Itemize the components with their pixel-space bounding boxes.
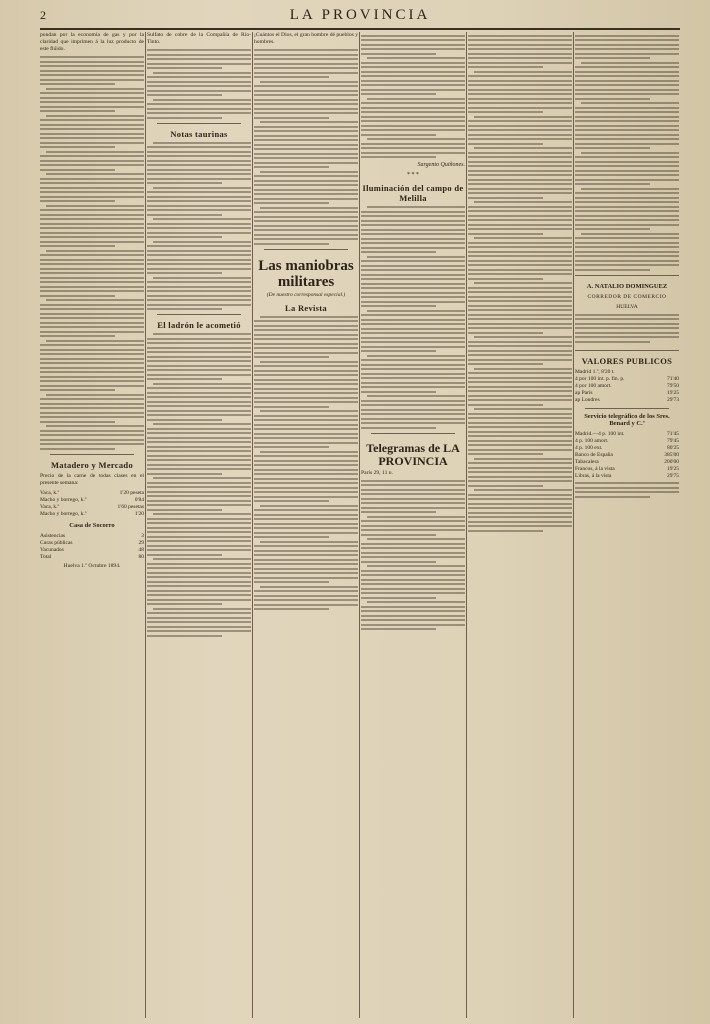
column-4-body-text xyxy=(361,35,465,159)
table-row xyxy=(575,459,679,466)
column-rule xyxy=(145,32,146,1018)
table-row xyxy=(40,540,144,547)
advertisement-body xyxy=(575,314,679,343)
row-label: Asistencias xyxy=(40,532,66,539)
separator xyxy=(585,408,669,409)
row-value: 48 xyxy=(138,546,144,553)
row-value: 385'00 xyxy=(664,451,679,458)
row-value: 19'25 xyxy=(667,389,679,396)
column-4 xyxy=(361,32,465,1018)
advertiser-place: HUELVA xyxy=(616,303,638,310)
row-label: Madrid 1.º, 8'20 t. xyxy=(575,368,615,375)
column-5-body-text xyxy=(468,35,572,532)
row-label: 4 por 100 amort. xyxy=(575,382,612,389)
column-rule xyxy=(573,32,574,1018)
table-row xyxy=(40,554,144,561)
heading-matadero: Matadero y Mercado xyxy=(50,459,134,470)
heading-casa-socorro: Casa de Socorro xyxy=(69,521,115,529)
row-value: 19'25 xyxy=(667,465,679,472)
row-value: 79'45 xyxy=(667,437,679,444)
el-ladron-body xyxy=(147,333,251,637)
table-row xyxy=(575,390,679,397)
table-row xyxy=(40,490,144,497)
column-1 xyxy=(40,32,144,1018)
separator xyxy=(264,249,348,250)
table-row xyxy=(575,466,679,473)
advertiser-title: CORREDOR DE COMERCIO xyxy=(587,293,667,300)
row-label: Tabacalera xyxy=(575,458,599,465)
row-label: Libras, á la vista xyxy=(575,472,612,479)
dateline: Huelva 1.º Octubre 1894. xyxy=(63,562,121,569)
row-value: 80 xyxy=(138,553,144,560)
column-3-body-text xyxy=(254,49,358,245)
table-row xyxy=(575,438,679,445)
row-label: Vaca, k.º xyxy=(40,489,60,496)
heading-maniobras-militares: Las maniobras militares xyxy=(258,257,354,290)
row-value: 1'60 pesetas xyxy=(117,503,144,510)
row-value: 3 xyxy=(141,532,144,539)
table-row xyxy=(40,533,144,540)
row-label: ap París xyxy=(575,389,593,396)
column-3 xyxy=(254,32,358,1018)
subheading-corresponsal: (De nuestro corresponsal especial.) xyxy=(266,291,346,298)
column-6-footer-text xyxy=(575,482,679,498)
column-rule xyxy=(252,32,253,1018)
row-value: 1'20 peseta xyxy=(119,489,144,496)
section-ornament: * * * xyxy=(407,172,419,178)
column-1-lead-paragraph: pondan por la economía de gas y por la claridad que imprimen á la luz producto de este flúido. xyxy=(40,32,144,52)
row-label: Francos, á la vista xyxy=(575,465,615,472)
iluminacion-body xyxy=(361,206,465,429)
table-row xyxy=(575,473,679,480)
column-2-lead-paragraph: Sulfato de cobre de la Compañía de Río-Tinto. xyxy=(147,32,251,45)
row-label: 4 p. 100 amort. xyxy=(575,437,609,444)
row-value: 80'25 xyxy=(667,444,679,451)
advertisement-box xyxy=(575,275,679,351)
notas-taurinas-body xyxy=(147,142,251,311)
column-3-lead-paragraph: ¡Cuántos el Dios, el gran hombre dé pueblos y hombres. xyxy=(254,32,358,45)
row-value: 79'50 xyxy=(667,382,679,389)
servicio-table xyxy=(575,431,679,480)
table-row xyxy=(40,511,144,518)
separator xyxy=(157,314,241,315)
telegramas-body xyxy=(361,480,465,631)
table-row xyxy=(40,497,144,504)
row-label: 4 p. 100 ext. xyxy=(575,444,603,451)
row-value: 0'84 xyxy=(134,496,144,503)
masthead xyxy=(40,6,680,30)
row-value: 200'00 xyxy=(664,458,679,465)
table-row xyxy=(575,369,679,376)
row-label: 4 por 100 int. p. fin. p. xyxy=(575,375,625,382)
row-value: 71'40 xyxy=(667,375,679,382)
heading-servicio-telegrafico: Servicio telegráfico de los Sres. Benard y C.ª xyxy=(584,412,670,427)
column-rule xyxy=(359,32,360,1018)
row-value: 29'75 xyxy=(667,472,679,479)
heading-la-revista: La Revista xyxy=(285,302,327,313)
column-6 xyxy=(575,32,679,1018)
heading-notas-taurinas: Notas taurinas xyxy=(170,128,228,139)
row-label: Madrid.—4 p. 100 int. xyxy=(575,430,625,437)
column-rule xyxy=(466,32,467,1018)
table-row xyxy=(575,452,679,459)
valores-table xyxy=(575,369,679,404)
advertiser-name: A. NATALIO DOMINGUEZ xyxy=(586,282,668,290)
row-value xyxy=(659,369,679,376)
column-5 xyxy=(468,32,572,1018)
row-label: Curas públicas xyxy=(40,539,73,546)
newspaper-title: LA PROVINCIA xyxy=(289,7,431,23)
telegram-dateline: París 29, 11 n. xyxy=(361,469,393,476)
row-label: Macho y borrego, k.º xyxy=(40,496,87,503)
table-row xyxy=(575,397,679,404)
signature: Sargento Quiñones. xyxy=(417,162,465,168)
table-row xyxy=(575,431,679,438)
separator xyxy=(157,123,241,124)
separator xyxy=(371,433,455,434)
matadero-price-table xyxy=(40,490,144,518)
table-row xyxy=(40,547,144,554)
row-value: 71'45 xyxy=(667,430,679,437)
row-label: Macho y borrego, k.º xyxy=(40,510,87,517)
separator xyxy=(50,454,134,455)
heading-iluminacion-melilla: Iluminación del campo de Melilla xyxy=(362,183,464,203)
table-row xyxy=(575,376,679,383)
column-2 xyxy=(147,32,251,1018)
row-value: 29'73 xyxy=(667,396,679,403)
text-columns xyxy=(40,32,680,1018)
heading-el-ladron: El ladrón le acometió xyxy=(157,320,241,330)
matadero-intro: Precio de la carne de todas clases en el presente semana: xyxy=(40,472,144,486)
row-label: Banco de España xyxy=(575,451,613,458)
table-row xyxy=(575,383,679,390)
heading-telegramas: Telegramas de LA PROVINCIA xyxy=(366,440,460,468)
column-2-body-text xyxy=(147,49,251,119)
column-1-body-text xyxy=(40,56,144,450)
row-value: 1'20 xyxy=(134,510,144,517)
row-label: Total xyxy=(40,553,52,560)
table-row xyxy=(40,504,144,511)
row-label: Vaca, k.º xyxy=(40,503,60,510)
row-value: 29 xyxy=(138,539,144,546)
heading-valores-publicos: VALORES PUBLICOS xyxy=(581,355,673,366)
socorro-table xyxy=(40,533,144,561)
table-row xyxy=(575,445,679,452)
row-label: ap Londres xyxy=(575,396,600,403)
page-number: 2 xyxy=(40,8,47,22)
la-revista-body xyxy=(254,316,358,611)
row-label: Vacunados xyxy=(40,546,64,553)
column-6-body-text xyxy=(575,35,679,271)
